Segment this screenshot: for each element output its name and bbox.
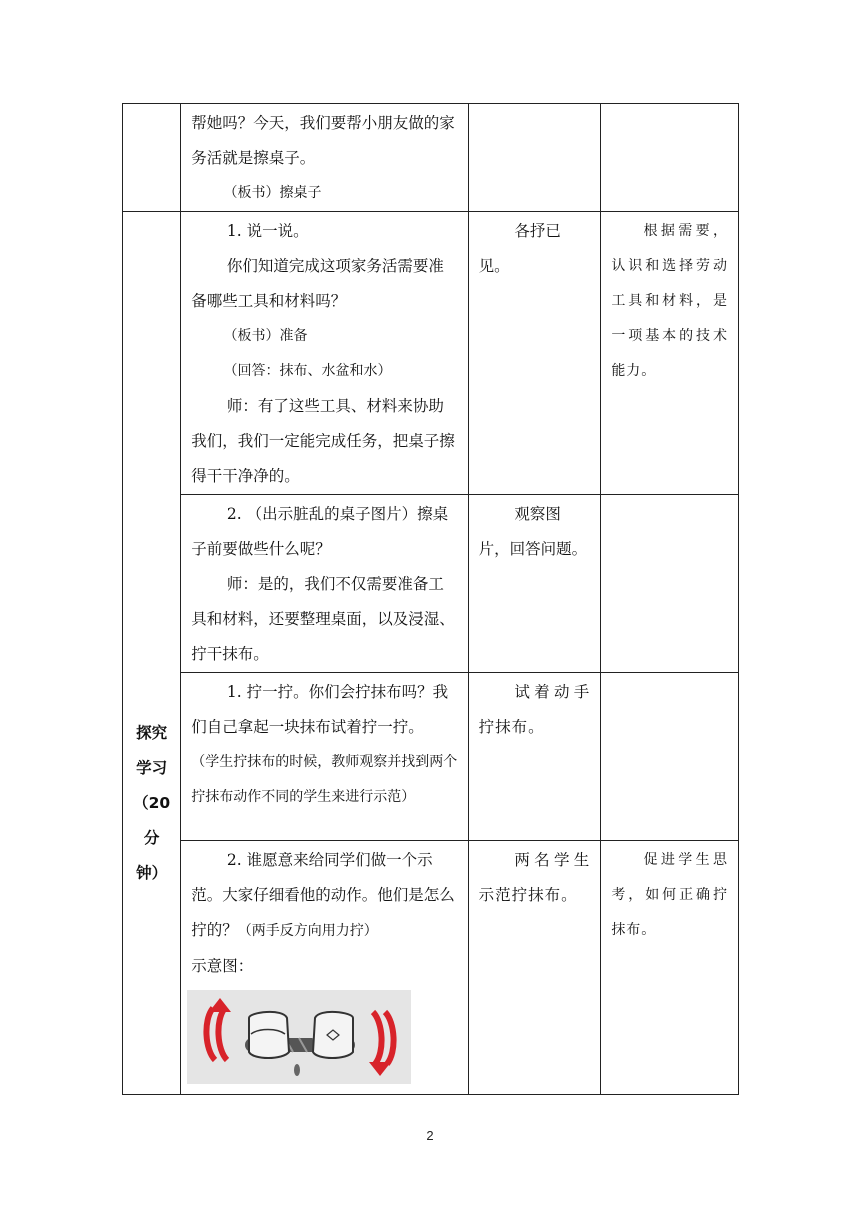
page-number: 2	[426, 1128, 434, 1143]
activity-heading: 1. 说一说。	[226, 222, 309, 240]
board-note: （板书）擦桌子	[223, 185, 322, 201]
stage-label-line: 探究	[136, 723, 168, 742]
wringing-cloth-illustration	[187, 990, 411, 1084]
table-row	[123, 212, 739, 495]
design-intent: 促进学生思考，如何正确拧抹布。	[611, 852, 728, 938]
teacher-note: （学生拧抹布的时候，教师观察并找到两个拧抹布动作不同的学生来进行示范）	[191, 754, 458, 805]
design-intent: 根据需要，认识和选择劳动工具和材料，是一项基本的技术能力。	[611, 223, 728, 379]
table-row	[123, 673, 739, 841]
activity-cell	[181, 841, 468, 1095]
stage-label-line: 学习	[136, 758, 168, 777]
lesson-plan-table	[122, 103, 739, 1095]
board-note: （板书）准备	[223, 328, 308, 344]
activity-heading: 2. （出示脏乱的桌子图片）擦桌子前要做些什么呢？	[191, 505, 449, 558]
intent-cell	[601, 104, 739, 212]
wringing-cloth-icon	[187, 990, 411, 1084]
answer-note: （回答：抹布、水盆和水）	[223, 363, 392, 379]
stage-label-line: 分	[143, 828, 160, 847]
intent-cell	[601, 495, 739, 673]
activity-cell	[181, 495, 468, 673]
activity-cell	[181, 673, 468, 841]
student-cell	[468, 673, 601, 841]
answer-note: （两手反方向用力拧）	[237, 923, 378, 939]
intent-cell	[601, 212, 739, 495]
table-row	[123, 104, 739, 212]
student-activity: 观察图片，回答问题。	[478, 505, 588, 558]
intent-cell	[601, 673, 739, 841]
teacher-text: 师：有了这些工具、材料来协助我们，我们一定能完成任务，把桌子擦得干干净净的。	[191, 397, 455, 485]
stage-label-line: 钟）	[136, 863, 168, 882]
activity-heading: 1. 拧一拧。你们会拧抹布吗？我们自己拿起一块抹布试着拧一拧。	[191, 683, 449, 736]
student-cell	[468, 495, 601, 673]
student-cell	[468, 104, 601, 212]
student-activity: 两名学生示范拧抹布。	[478, 851, 591, 904]
stage-cell-empty	[123, 104, 181, 212]
student-activity: 试着动手拧抹布。	[478, 683, 591, 736]
table-row	[123, 495, 739, 673]
table-row	[123, 841, 739, 1095]
teacher-text: 师：是的，我们不仅需要准备工具和材料，还要整理桌面，以及浸湿、拧干抹布。	[191, 575, 455, 663]
diagram-label: 示意图：	[191, 957, 254, 975]
stage-label-cell	[123, 212, 181, 1095]
stage-label-line: （20	[133, 793, 171, 812]
student-cell	[468, 212, 601, 495]
student-cell	[468, 841, 601, 1095]
activity-cell	[181, 104, 468, 212]
activity-text: 你们知道完成这项家务活需要准备哪些工具和材料吗？	[191, 257, 444, 310]
student-activity: 各抒已见。	[478, 222, 561, 275]
activity-heading: 2. 谁愿意来给同学们做一个示范。大家仔细看他的动作。他们是怎么拧的？	[191, 851, 455, 939]
activity-text: 帮她吗？今天，我们要帮小朋友做的家务活就是擦桌子。	[191, 114, 455, 167]
intent-cell	[601, 841, 739, 1095]
activity-cell	[181, 212, 468, 495]
